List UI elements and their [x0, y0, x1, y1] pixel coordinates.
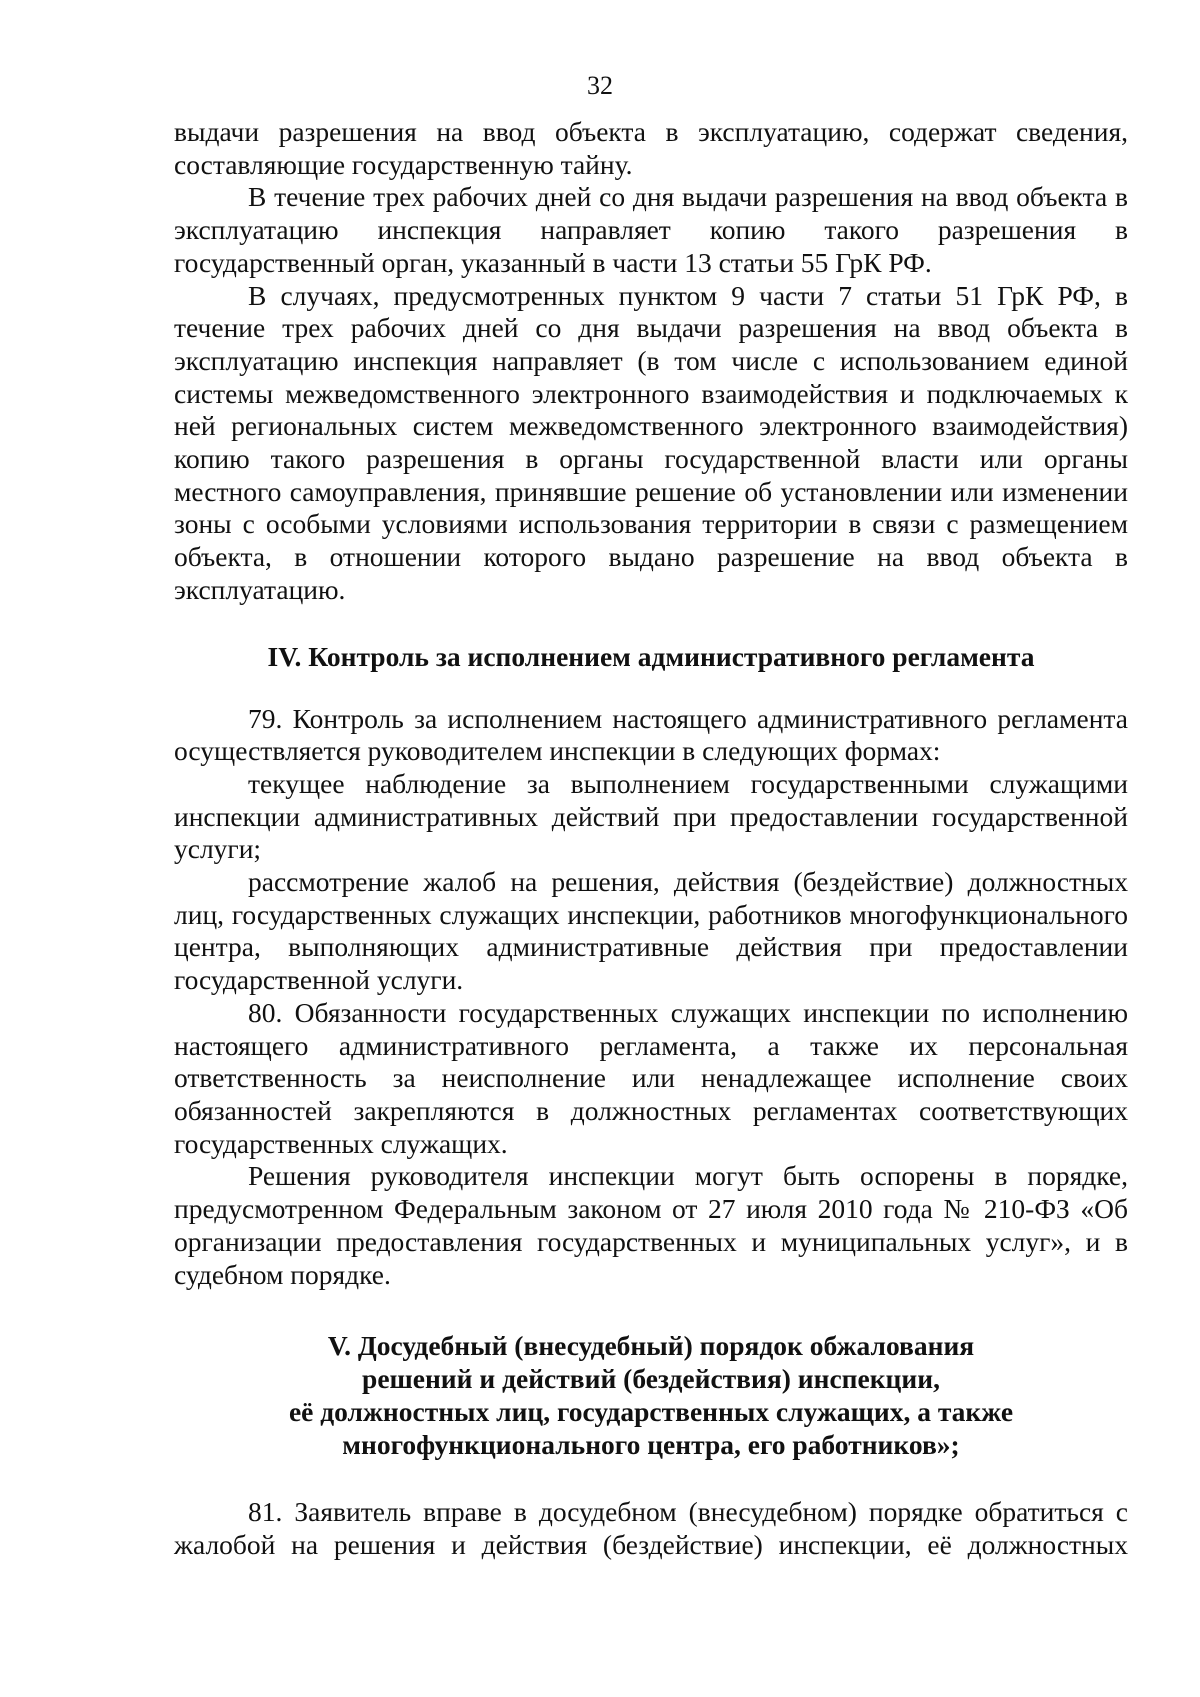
- paragraph-complaints-review: рассмотрение жалоб на решения, действия (бездействие) должностных лиц, государственных служащих инспекции, работников многофункционального центра, выполняющих административные действия при предоставлении государственной услуги.: [174, 866, 1128, 996]
- section-v-heading-line: V. Досудебный (внесудебный) порядок обжалования: [327, 1330, 975, 1362]
- paragraph-continuation: выдачи разрешения на ввод объекта в эксплуатацию, содержат сведения, составляющие государственную тайну.: [174, 116, 1128, 180]
- section-v-heading-line: решений и действий (бездействия) инспекции,: [362, 1363, 940, 1395]
- paragraph-80: 80. Обязанности государственных служащих инспекции по исполнению настоящего административного регламента, а также их персональная ответственность за неисполнение или ненадлежащее исполнение своих обязанностей закрепляются в должностных регламентах соответствующих государственных служащих.: [174, 996, 1128, 1159]
- paragraph-79: 79. Контроль за исполнением настоящего административного регламента осуществляется руководителем инспекции в следующих формах:: [174, 702, 1128, 767]
- document-body: [174, 116, 1128, 1562]
- section-v-heading-line: многофункционального центра, его работников»;: [342, 1429, 960, 1461]
- paragraph-81: 81. Заявитель вправе в досудебном (внесудебном) порядке обратиться с жалобой на решения и действия (бездействие) инспекции, её должностных: [174, 1496, 1128, 1560]
- paragraph-special-cases: В случаях, предусмотренных пунктом 9 части 7 статьи 51 ГрК РФ, в течение трех рабочих дней со дня выдачи разрешения на ввод объекта в эксплуатацию инспекция направляет (в том числе с использованием единой системы межведомственного электронного взаимодействия и подключаемых к ней региональных систем межведомственного электронного взаимодействия) копию такого разрешения в органы государственной власти или органы местного самоуправления, принявшие решение об установлении или изменении зоны с особыми условиями использования территории в связи с размещением объекта, в отношении которого выдано разрешение на ввод объекта в эксплуатацию.: [174, 279, 1128, 605]
- paragraph-inspection-copy: В течение трех рабочих дней со дня выдачи разрешения на ввод объекта в эксплуатацию инспекция направляет копию такого разрешения в государственный орган, указанный в части 13 статьи 55 ГрК РФ.: [174, 181, 1128, 278]
- section-v-heading-line: её должностных лиц, государственных служащих, а также: [288, 1396, 1014, 1428]
- section-iv-heading: IV. Контроль за исполнением административного регламента: [267, 640, 1035, 672]
- section-v-heading: [174, 1329, 1128, 1461]
- paragraph-appeal-decisions: Решения руководителя инспекции могут быть оспорены в порядке, предусмотренном Федеральным законом от 27 июля 2010 года № 210-ФЗ «Об организации предоставления государственных и муниципальных услуг», и в судебном порядке.: [174, 1160, 1128, 1290]
- paragraph-current-supervision: текущее наблюдение за выполнением государственными служащими инспекции административных действий при предоставлении государственной услуги;: [174, 767, 1128, 865]
- page-number: 32: [587, 71, 613, 100]
